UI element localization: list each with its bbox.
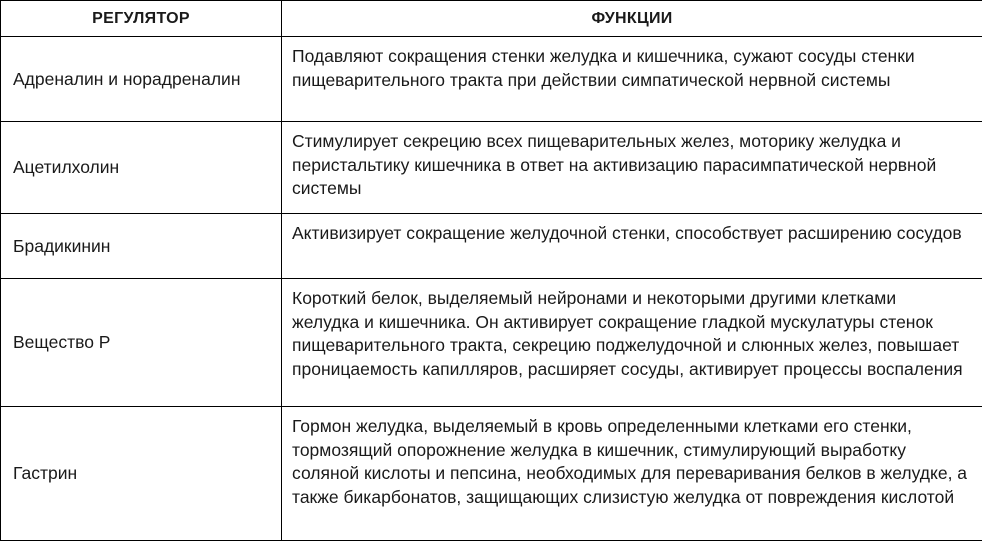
table-header-row	[1, 1, 982, 37]
functions-cell: Короткий белок, выделяемый нейронами и некоторыми другими клетками желудка и кишечника. Он активирует сокращение гладкой мускулатуры стенок пищеварительного тракта, секрецию поджелудочной и слюнных желез, повышает проницаемость капилляров, расширяет сосуды, активирует процессы воспаления	[282, 279, 982, 407]
functions-cell: Активизирует сокращение желудочной стенки, способствует расширению сосудов	[282, 214, 982, 279]
regulator-cell: Вещество Р	[1, 279, 282, 407]
column-header-functions: ФУНКЦИИ	[282, 1, 982, 37]
table-row-bradykinin	[1, 214, 982, 279]
functions-cell: Стимулирует секрецию всех пищеварительных желез, моторику желудка и перистальтику кишечника в ответ на активизацию парасимпатической нервной системы	[282, 122, 982, 214]
column-header-regulator: РЕГУЛЯТОР	[1, 1, 282, 37]
functions-cell: Подавляют сокращения стенки желудка и кишечника, сужают сосуды стенки пищеварительного тракта при действии симпатической нервной системы	[282, 37, 982, 122]
regulator-cell: Брадикинин	[1, 214, 282, 279]
table-row-substance-p	[1, 279, 982, 407]
table-row-adrenalin	[1, 37, 982, 122]
regulator-cell: Адреналин и норадреналин	[1, 37, 282, 122]
functions-cell: Гормон желудка, выделяемый в кровь определенными клетками его стенки, тормозящий опорожнение желудка в кишечник, стимулирующий выработку соляной кислоты и пепсина, необходимых для переваривания белков в желудке, а также бикарбонатов, защищающих слизистую желудка от повреждения кислотой	[282, 407, 982, 541]
table-row-gastrin	[1, 407, 982, 541]
table-row-acetylcholine	[1, 122, 982, 214]
regulator-cell: Гастрин	[1, 407, 282, 541]
regulator-cell: Ацетилхолин	[1, 122, 282, 214]
